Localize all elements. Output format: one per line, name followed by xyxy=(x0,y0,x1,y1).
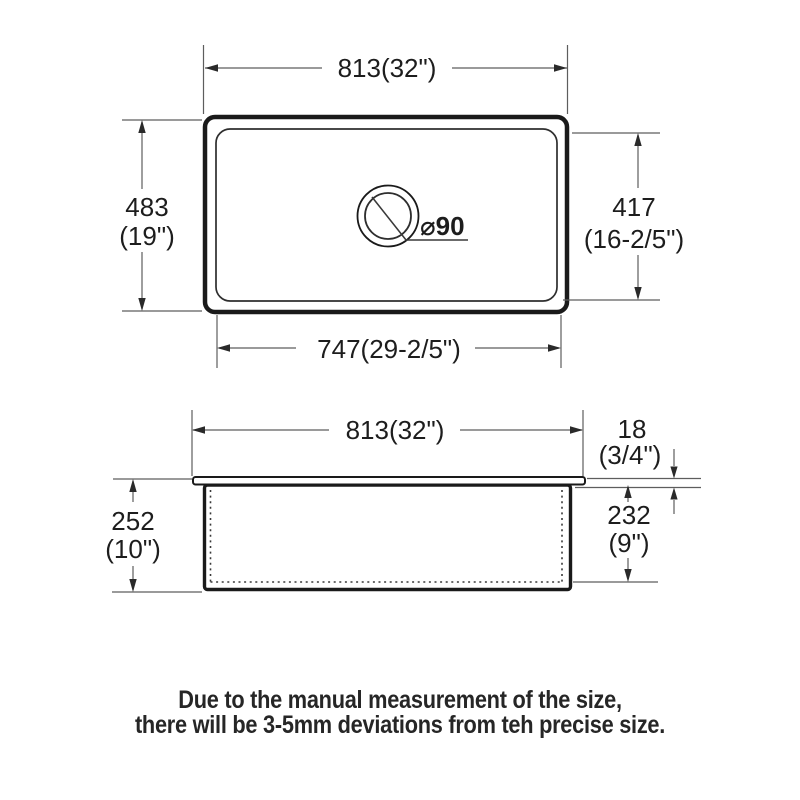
dim-left-overall-depth xyxy=(105,479,202,592)
dim-left-overall-height xyxy=(119,120,202,311)
dim-label-depth-mm: 252 xyxy=(111,506,155,536)
dim-label-side-width: 813(32") xyxy=(345,415,445,445)
dim-rim-thickness xyxy=(575,414,701,514)
disclaimer-line-2: there will be 3-5mm deviations from teh precise size. xyxy=(134,711,666,739)
drain-diameter-label: ⌀90 xyxy=(420,211,465,241)
sink-body-profile xyxy=(205,485,571,590)
dim-label-left-height-mm: 483 xyxy=(125,192,169,222)
dim-top-overall-width xyxy=(204,45,568,114)
dim-right-inner-depth xyxy=(573,485,658,582)
measurement-disclaimer xyxy=(52,688,748,738)
dim-label-right-height-in: (16-2/5") xyxy=(583,224,685,254)
dim-label-depth-in: (10") xyxy=(105,534,161,564)
dim-label-right-height-mm: 417 xyxy=(612,192,656,222)
dim-label-bottom-width: 747(29-2/5") xyxy=(317,334,461,364)
dim-label-inner-depth-mm: 232 xyxy=(607,500,651,530)
dim-label-top-width: 813(32") xyxy=(337,53,437,83)
dim-bottom-inner-width xyxy=(217,315,561,368)
dim-right-inner-height xyxy=(563,133,684,300)
dim-side-overall-width xyxy=(192,410,583,476)
dim-label-left-height-in: (19") xyxy=(119,221,175,251)
dim-label-rim-in: (3/4") xyxy=(598,440,662,470)
side-view xyxy=(105,410,701,592)
sink-rim-flange xyxy=(193,477,585,485)
dim-label-inner-depth-in: (9") xyxy=(608,528,650,558)
top-view xyxy=(119,45,684,368)
disclaimer-line-1: Due to the manual measurement of the size, xyxy=(178,686,622,714)
dim-label-rim-mm: 18 xyxy=(617,414,647,444)
